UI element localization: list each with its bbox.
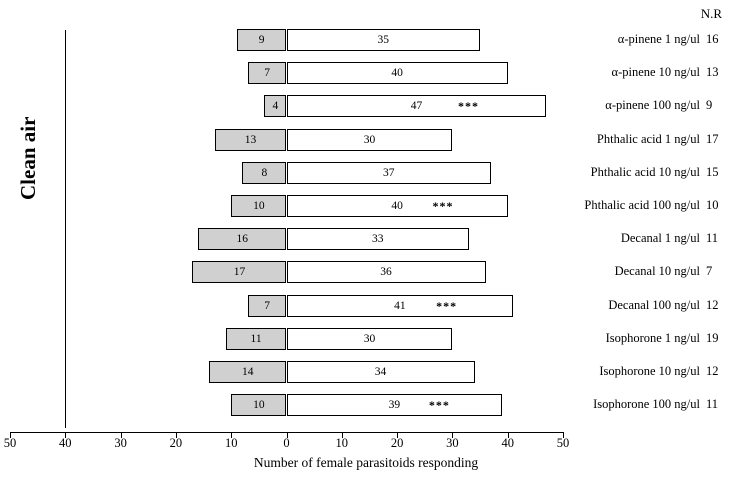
non-responders-value: 13 — [706, 65, 719, 80]
non-responders-value: 7 — [706, 264, 713, 279]
treatment-label: Decanal 1 ng/ul — [620, 231, 700, 246]
bar-clean-air: 11 — [226, 328, 287, 350]
bar-treatment: 33 — [287, 228, 469, 250]
x-axis-tick-label: 20 — [169, 436, 183, 450]
non-responders-value: 11 — [706, 231, 719, 246]
clean-air-axis-label: Clean air — [16, 116, 40, 200]
x-axis-tick-label: 20 — [390, 436, 404, 450]
bar-treatment: 37 — [287, 162, 492, 184]
non-responders-value: 11 — [706, 397, 719, 412]
non-responders-value: 19 — [706, 330, 719, 345]
table-row — [0, 394, 732, 416]
x-axis-tick-label: 40 — [501, 436, 514, 450]
treatment-label: Isophorone 1 ng/ul — [605, 330, 700, 345]
treatment-label: Phthalic acid 100 ng/ul — [584, 198, 700, 212]
x-axis-tick-label: 0 — [283, 436, 290, 450]
table-row — [0, 195, 732, 217]
bar-clean-air: 13 — [215, 129, 287, 151]
significance-marker: *** — [428, 398, 450, 413]
bar-treatment: 30 — [287, 129, 453, 151]
bar-treatment: 47 — [287, 95, 547, 117]
bar-clean-air: 4 — [264, 95, 286, 117]
treatment-label: α-pinene 100 ng/ul — [605, 98, 700, 113]
x-axis-tick-label: 30 — [446, 436, 459, 450]
bar-treatment: 41 — [287, 295, 514, 317]
table-row — [0, 29, 732, 51]
treatment-label: α-pinene 10 ng/ul — [611, 65, 700, 80]
x-axis-tick-label: 40 — [59, 436, 72, 450]
table-row — [0, 228, 732, 250]
bar-clean-air: 10 — [231, 394, 286, 416]
table-row — [0, 162, 732, 184]
non-responders-value: 17 — [706, 131, 719, 146]
table-row — [0, 361, 732, 383]
significance-marker: *** — [432, 199, 454, 213]
non-responders-value: 12 — [706, 297, 719, 312]
table-row — [0, 261, 732, 283]
non-responders-value: 16 — [706, 32, 719, 46]
significance-marker: *** — [458, 99, 480, 114]
non-responders-value: 12 — [706, 364, 719, 378]
bar-clean-air: 7 — [248, 62, 287, 84]
treatment-label: Decanal 10 ng/ul — [614, 264, 700, 279]
table-row — [0, 95, 732, 117]
bar-clean-air: 17 — [192, 261, 286, 283]
treatment-label: Isophorone 100 ng/ul — [593, 397, 700, 412]
x-axis-tick-label: 10 — [224, 436, 238, 450]
treatment-label: Phthalic acid 10 ng/ul — [590, 164, 700, 179]
table-row — [0, 295, 732, 317]
treatment-label: Isophorone 10 ng/ul — [599, 364, 700, 378]
bar-treatment: 35 — [287, 29, 481, 51]
bar-clean-air: 8 — [242, 162, 286, 184]
significance-marker: *** — [436, 298, 458, 313]
bar-treatment: 34 — [287, 361, 475, 383]
non-responders-value: 9 — [706, 98, 713, 113]
bar-clean-air: 9 — [237, 29, 287, 51]
bar-treatment: 40 — [287, 62, 508, 84]
non-responders-value: 10 — [706, 198, 719, 212]
x-axis-tick-label: 30 — [114, 436, 127, 450]
bar-treatment: 36 — [287, 261, 486, 283]
bar-clean-air: 16 — [198, 228, 286, 250]
bar-clean-air: 7 — [248, 295, 287, 317]
non-responders-header: N.R — [700, 6, 722, 21]
table-row — [0, 328, 732, 350]
bar-treatment: 40 — [287, 195, 508, 217]
treatment-label: Phthalic acid 1 ng/ul — [596, 131, 700, 146]
x-axis-tick-label: 50 — [3, 436, 17, 450]
treatment-label: α-pinene 1 ng/ul — [617, 32, 700, 46]
bar-clean-air: 14 — [209, 361, 286, 383]
bar-treatment: 30 — [287, 328, 453, 350]
x-axis-tick-label: 50 — [556, 436, 570, 450]
bar-clean-air: 10 — [231, 195, 286, 217]
bar-treatment: 39 — [287, 394, 503, 416]
table-row — [0, 129, 732, 151]
treatment-label: Decanal 100 ng/ul — [608, 297, 700, 312]
x-axis-tick-label: 10 — [335, 436, 349, 450]
x-axis-title: Number of female parasitoids responding — [253, 455, 479, 470]
non-responders-value: 15 — [706, 164, 719, 179]
table-row — [0, 62, 732, 84]
